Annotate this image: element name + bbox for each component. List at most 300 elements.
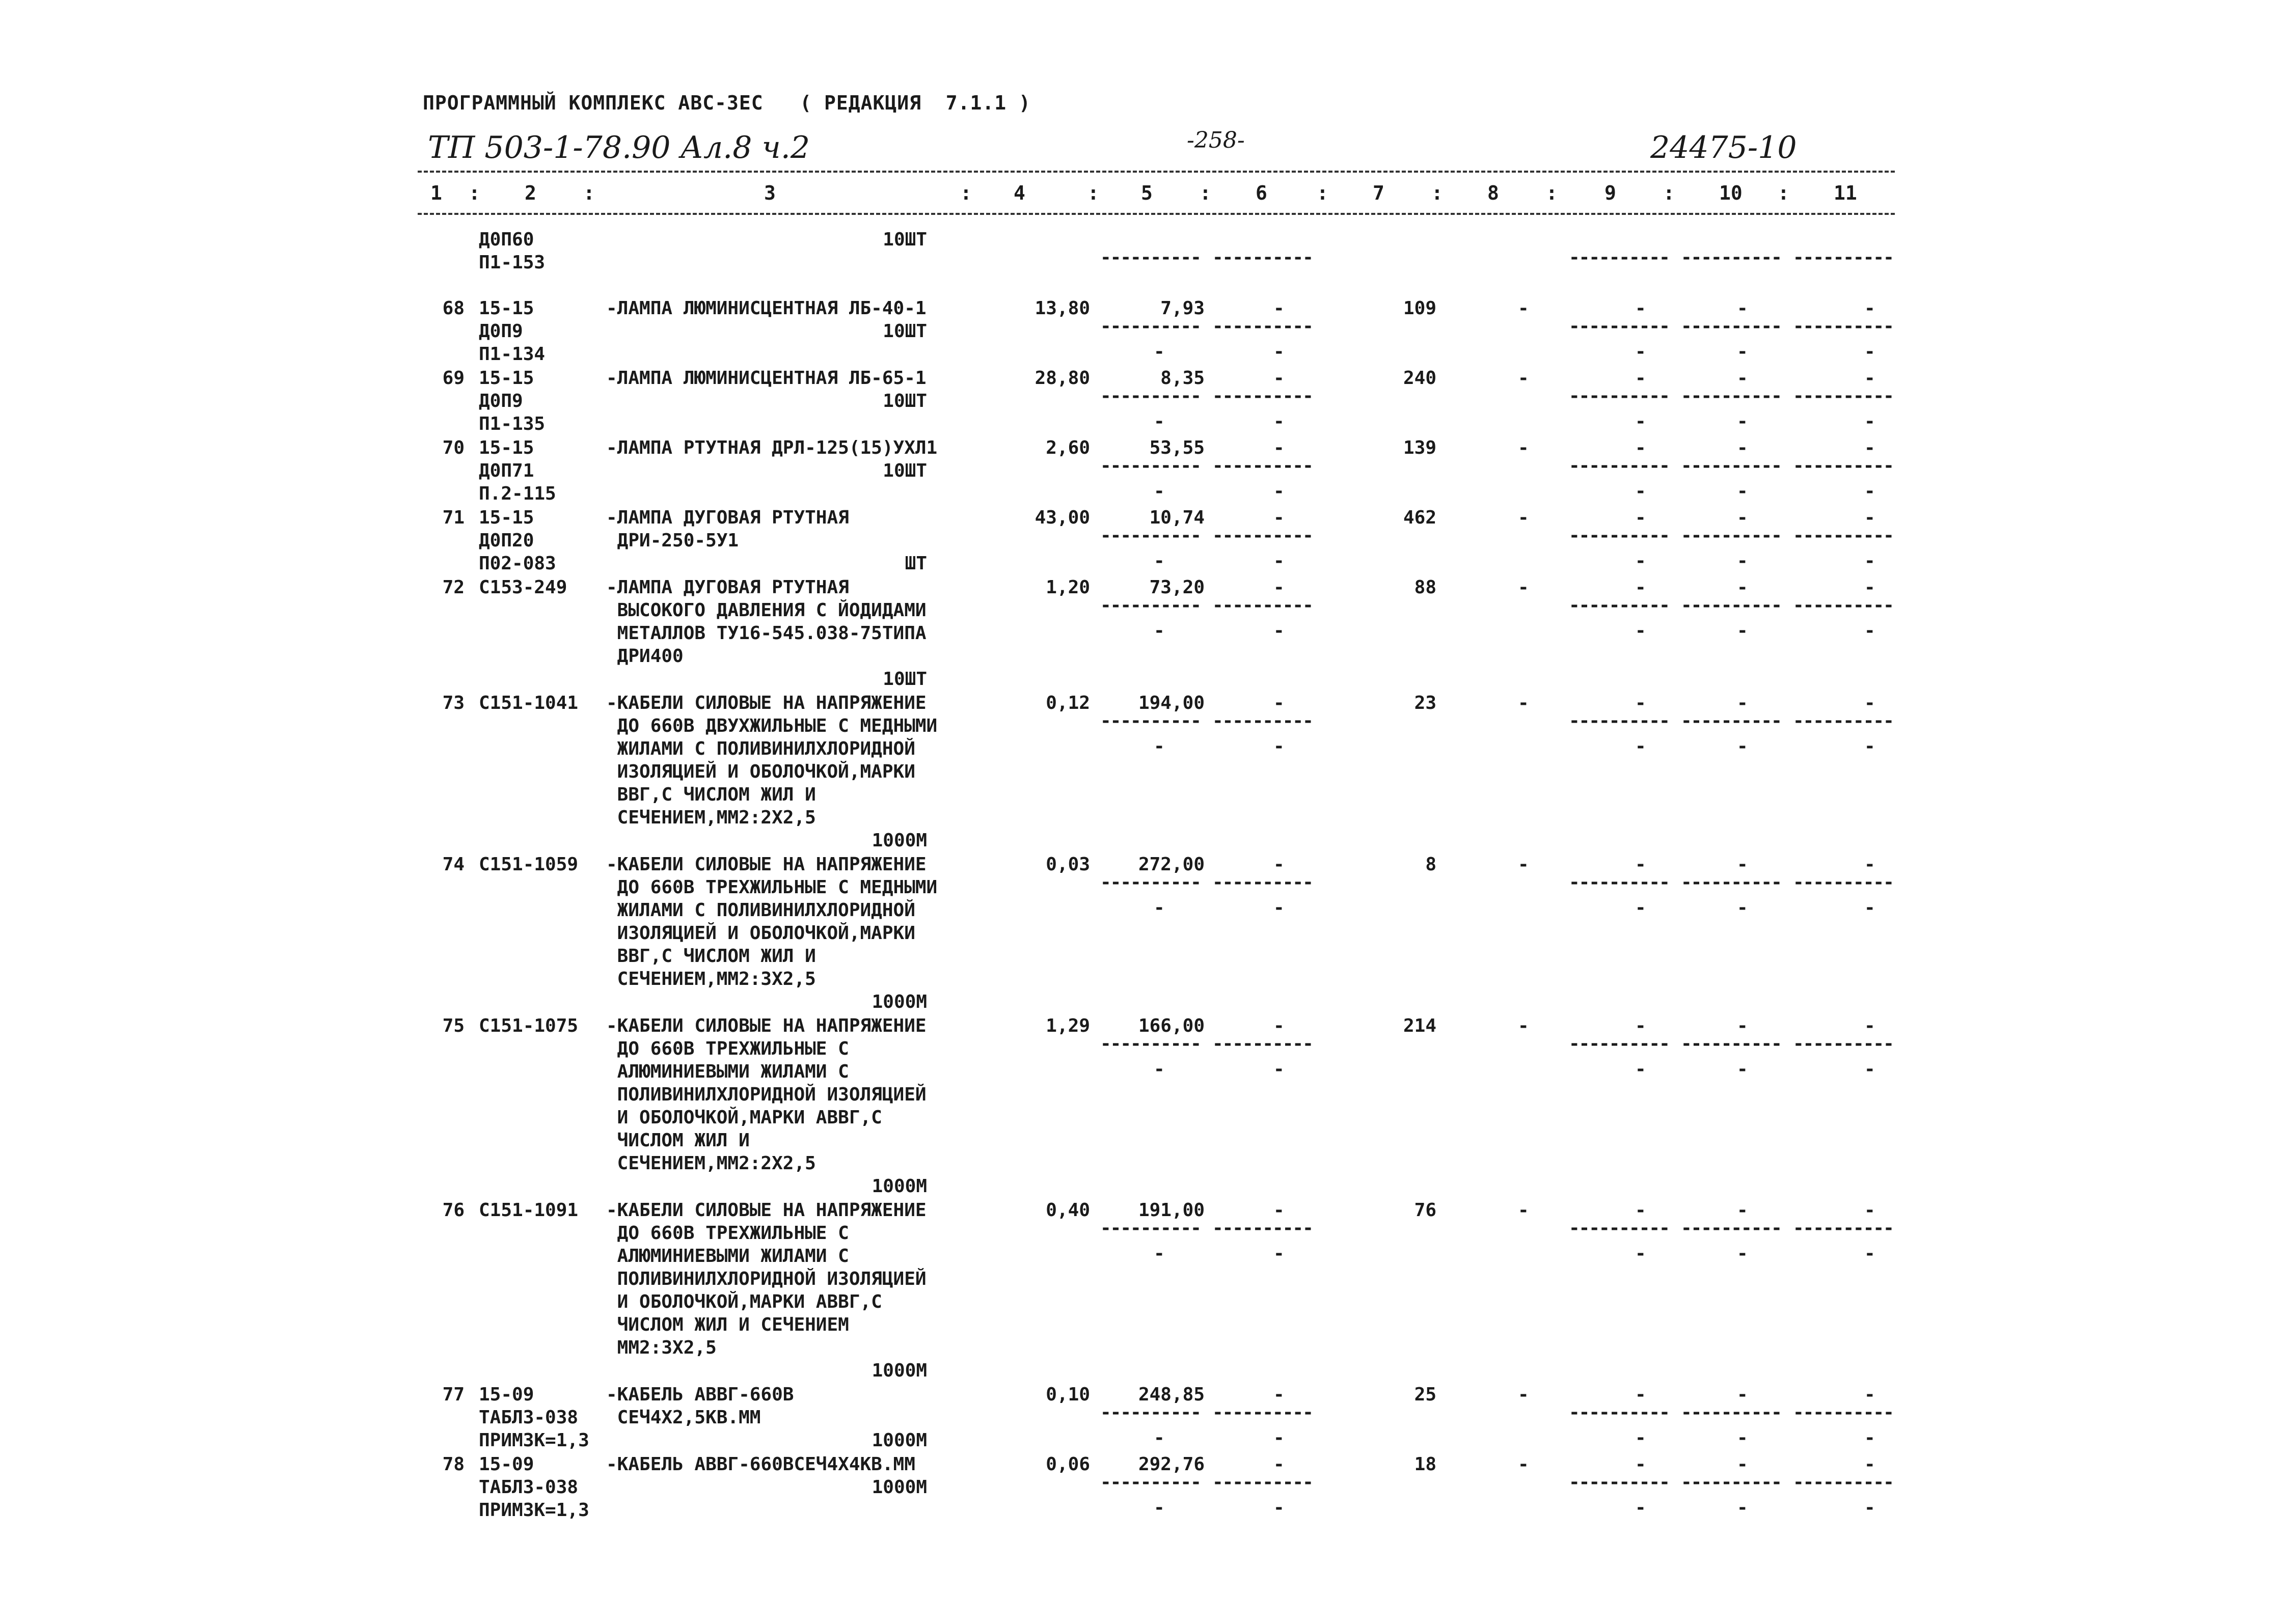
item-code: ПРИМ3К=1,3 [479, 1430, 589, 1451]
subtotal-rule: ---------- [1793, 710, 1893, 731]
sub-dash: - [1635, 1427, 1646, 1448]
col-9: - [1635, 507, 1646, 528]
sub-dash: - [1273, 550, 1285, 571]
col-9: - [1635, 298, 1646, 319]
col-11: - [1864, 437, 1875, 458]
total-cost: 139 [1403, 437, 1436, 458]
sub-dash: - [1737, 1059, 1748, 1080]
subtotal-rule: ---------- [1569, 1402, 1669, 1423]
column-number-9: 9 [1604, 182, 1616, 204]
col-10: - [1737, 693, 1748, 713]
sub-dash: - [1737, 550, 1748, 571]
col-8: - [1518, 577, 1529, 598]
row-number: 74 [442, 854, 465, 875]
column-number-10: 10 [1719, 182, 1743, 204]
col-6: - [1273, 1015, 1285, 1036]
subtotal-rule: ---------- [1681, 595, 1781, 616]
col-6: - [1273, 854, 1285, 875]
total-cost: 18 [1414, 1454, 1436, 1475]
item-description: МЕТАЛЛОВ ТУ16-545.038-75ТИПА [606, 623, 927, 644]
sub-dash: - [1635, 481, 1646, 502]
doc-ref: ТП 503-1-78.90 Ал.8 ч.2 [428, 130, 810, 166]
sub-dash: - [1154, 1427, 1165, 1448]
col-10: - [1737, 854, 1748, 875]
unit-price: 53,55 [1149, 437, 1205, 458]
item-description: -ЛАМПА ДУГОВАЯ РТУТНАЯ [606, 507, 849, 528]
item-code: П1-153 [479, 252, 546, 273]
item-unit: 1000М [872, 1477, 927, 1498]
sub-dash: - [1154, 411, 1165, 432]
col-11: - [1864, 507, 1875, 528]
col-6: - [1273, 1384, 1285, 1405]
item-description: -КАБЕЛИ СИЛОВЫЕ НА НАПРЯЖЕНИЕ [606, 854, 927, 875]
quantity: 0,12 [1046, 693, 1090, 713]
col-11: - [1864, 693, 1875, 713]
subtotal-rule: ---------- [1212, 247, 1313, 268]
col-8: - [1518, 854, 1529, 875]
column-number-5: 5 [1141, 182, 1153, 204]
total-cost: 214 [1403, 1015, 1436, 1036]
sub-dash: - [1737, 897, 1748, 918]
sub-dash: - [1154, 897, 1165, 918]
item-code: 15-15 [479, 437, 534, 458]
column-number-7: 7 [1373, 182, 1384, 204]
item-description: ДО 660В ТРЕХЖИЛЬНЫЕ С [606, 1223, 849, 1244]
column-number-4: 4 [1014, 182, 1025, 204]
quantity: 0,06 [1046, 1454, 1090, 1475]
sub-dash: - [1273, 481, 1285, 502]
sub-dash: - [1737, 481, 1748, 502]
subtotal-rule: ---------- [1212, 1033, 1313, 1054]
col-11: - [1864, 1454, 1875, 1475]
item-description: ЧИСЛОМ ЖИЛ И СЕЧЕНИЕМ [606, 1314, 849, 1335]
item-description: И ОБОЛОЧКОЙ,МАРКИ АВВГ,С [606, 1107, 882, 1128]
col-10: - [1737, 507, 1748, 528]
subtotal-rule: ---------- [1569, 710, 1669, 731]
column-separator: : [1546, 182, 1558, 204]
total-cost: 109 [1403, 298, 1436, 319]
item-description: ПОЛИВИНИЛХЛОРИДНОЙ ИЗОЛЯЦИЕЙ [606, 1269, 927, 1289]
sub-dash: - [1154, 1059, 1165, 1080]
item-description: ВВГ,С ЧИСЛОМ ЖИЛ И [606, 784, 816, 805]
column-separator: : [1663, 182, 1675, 204]
total-cost: 240 [1403, 368, 1436, 389]
sub-dash: - [1864, 481, 1875, 502]
sub-dash: - [1635, 897, 1646, 918]
item-description: ЧИСЛОМ ЖИЛ И [606, 1130, 750, 1151]
quantity: 1,20 [1046, 577, 1090, 598]
subtotal-rule: ---------- [1793, 316, 1893, 337]
col-6: - [1273, 1454, 1285, 1475]
sub-dash: - [1154, 550, 1165, 571]
column-separator: : [1431, 182, 1443, 204]
item-unit: 1000М [872, 1430, 927, 1451]
item-code: С153-249 [479, 577, 567, 598]
item-description: -КАБЕЛИ СИЛОВЫЕ НА НАПРЯЖЕНИЕ [606, 1200, 927, 1221]
col-8: - [1518, 298, 1529, 319]
item-description: -ЛАМПА РТУТНАЯ ДРЛ-125(15)УХЛ1 [606, 437, 938, 458]
item-code: П02-083 [479, 553, 556, 574]
page-number: -258- [1187, 127, 1245, 153]
col-6: - [1273, 1200, 1285, 1221]
item-description: И ОБОЛОЧКОЙ,МАРКИ АВВГ,С [606, 1291, 882, 1312]
sub-dash: - [1273, 1427, 1285, 1448]
sub-dash: - [1154, 1497, 1165, 1518]
sub-dash: - [1635, 620, 1646, 641]
sub-dash: - [1864, 411, 1875, 432]
item-code: С151-1091 [479, 1200, 579, 1221]
item-unit: 10ШТ [883, 669, 927, 690]
item-description: ММ2:3Х2,5 [606, 1337, 717, 1358]
col-9: - [1635, 1384, 1646, 1405]
sub-dash: - [1273, 411, 1285, 432]
sub-dash: - [1154, 1243, 1165, 1264]
item-description: -ЛАМПА ДУГОВАЯ РТУТНАЯ [606, 577, 849, 598]
subtotal-rule: ---------- [1681, 455, 1781, 476]
subtotal-rule: ---------- [1793, 872, 1893, 893]
sub-dash: - [1154, 736, 1165, 757]
item-code: ТАБЛ3-038 [479, 1407, 579, 1428]
subtotal-rule: ---------- [1100, 710, 1201, 731]
sub-dash: - [1864, 1059, 1875, 1080]
subtotal-rule: ---------- [1569, 247, 1669, 268]
sub-dash: - [1635, 411, 1646, 432]
item-unit: 10ШТ [883, 391, 927, 411]
subtotal-rule: ---------- [1681, 872, 1781, 893]
subtotal-rule: ---------- [1569, 1033, 1669, 1054]
program-header: ПРОГРАММНЫЙ КОМПЛЕКС АВС-ЗЕС ( РЕДАКЦИЯ 7.1.1 ) [423, 92, 1031, 114]
subtotal-rule: ---------- [1100, 525, 1201, 546]
unit-price: 191,00 [1138, 1200, 1205, 1221]
item-code: ПРИМ3К=1,3 [479, 1500, 589, 1521]
unit-price: 7,93 [1160, 298, 1205, 319]
sub-dash: - [1737, 341, 1748, 362]
unit-price: 194,00 [1138, 693, 1205, 713]
item-description: -ЛАМПА ЛЮМИНИСЦЕНТНАЯ ЛБ-65-1 [606, 368, 927, 389]
sub-dash: - [1737, 1497, 1748, 1518]
subtotal-rule: ---------- [1100, 455, 1201, 476]
quantity: 0,03 [1046, 854, 1090, 875]
col-9: - [1635, 437, 1646, 458]
item-description: ДРИ-250-5У1 [606, 530, 739, 551]
item-unit: 1000М [872, 992, 927, 1012]
total-cost: 88 [1414, 577, 1436, 598]
sub-dash: - [1864, 1427, 1875, 1448]
item-unit: 1000М [872, 1176, 927, 1197]
item-code: П.2-115 [479, 483, 556, 504]
sub-dash: - [1737, 620, 1748, 641]
subtotal-rule: ---------- [1793, 1033, 1893, 1054]
column-number-11: 11 [1834, 182, 1857, 204]
column-number-1: 1 [430, 182, 442, 204]
subtotal-rule: ---------- [1100, 386, 1201, 406]
item-code: 15-09 [479, 1384, 534, 1405]
item-description: АЛЮМИНИЕВЫМИ ЖИЛАМИ С [606, 1246, 849, 1267]
row-number: 77 [442, 1384, 465, 1405]
sub-dash: - [1737, 1243, 1748, 1264]
sub-dash: - [1273, 620, 1285, 641]
total-cost: 25 [1414, 1384, 1436, 1405]
subtotal-rule: ---------- [1212, 316, 1313, 337]
col-11: - [1864, 368, 1875, 389]
subtotal-rule: ---------- [1212, 1218, 1313, 1238]
sub-dash: - [1273, 1497, 1285, 1518]
item-description: ВВГ,С ЧИСЛОМ ЖИЛ И [606, 946, 816, 967]
sub-dash: - [1154, 481, 1165, 502]
item-code: Д0П60 [479, 229, 534, 250]
subtotal-rule: ---------- [1100, 1033, 1201, 1054]
col-10: - [1737, 577, 1748, 598]
item-description: -КАБЕЛИ СИЛОВЫЕ НА НАПРЯЖЕНИЕ [606, 693, 927, 713]
sub-dash: - [1273, 897, 1285, 918]
subtotal-rule: ---------- [1212, 455, 1313, 476]
item-description: -КАБЕЛИ СИЛОВЫЕ НА НАПРЯЖЕНИЕ [606, 1015, 927, 1036]
item-unit: 1000М [872, 1360, 927, 1381]
col-8: - [1518, 693, 1529, 713]
item-unit: 1000М [872, 830, 927, 851]
column-number-3: 3 [764, 182, 776, 204]
subtotal-rule: ---------- [1681, 710, 1781, 731]
item-description: СЕЧЕНИЕМ,ММ2:2Х2,5 [606, 807, 816, 828]
col-9: - [1635, 368, 1646, 389]
unit-price: 292,76 [1138, 1454, 1205, 1475]
col-10: - [1737, 1384, 1748, 1405]
subtotal-rule: ---------- [1212, 525, 1313, 546]
column-separator: : [1200, 182, 1211, 204]
sub-dash: - [1273, 1243, 1285, 1264]
subtotal-rule: ---------- [1793, 595, 1893, 616]
doc-number: 24475-10 [1650, 130, 1797, 166]
row-number: 71 [442, 507, 465, 528]
quantity: 0,40 [1046, 1200, 1090, 1221]
col-10: - [1737, 298, 1748, 319]
item-code: ТАБЛ3-038 [479, 1477, 579, 1498]
sub-dash: - [1273, 341, 1285, 362]
col-9: - [1635, 1454, 1646, 1475]
subtotal-rule: ---------- [1681, 1033, 1781, 1054]
col-10: - [1737, 1200, 1748, 1221]
sub-dash: - [1154, 620, 1165, 641]
col-10: - [1737, 437, 1748, 458]
sub-dash: - [1864, 620, 1875, 641]
item-description: ПОЛИВИНИЛХЛОРИДНОЙ ИЗОЛЯЦИЕЙ [606, 1084, 927, 1105]
sub-dash: - [1635, 1243, 1646, 1264]
item-description: СЕЧЕНИЕМ,ММ2:2Х2,5 [606, 1153, 816, 1174]
row-number: 70 [442, 437, 465, 458]
col-6: - [1273, 507, 1285, 528]
col-6: - [1273, 437, 1285, 458]
subtotal-rule: ---------- [1569, 525, 1669, 546]
col-9: - [1635, 854, 1646, 875]
col-6: - [1273, 693, 1285, 713]
total-cost: 462 [1403, 507, 1436, 528]
quantity: 0,10 [1046, 1384, 1090, 1405]
sub-dash: - [1864, 897, 1875, 918]
subtotal-rule: ---------- [1100, 247, 1201, 268]
subtotal-rule: ---------- [1569, 386, 1669, 406]
col-11: - [1864, 1015, 1875, 1036]
col-8: - [1518, 1015, 1529, 1036]
subtotal-rule: ---------- [1793, 247, 1893, 268]
col-10: - [1737, 1454, 1748, 1475]
column-number-8: 8 [1487, 182, 1499, 204]
subtotal-rule: ---------- [1100, 1472, 1201, 1493]
item-description: ВЫСОКОГО ДАВЛЕНИЯ С ЙОДИДАМИ [606, 600, 927, 621]
unit-price: 272,00 [1138, 854, 1205, 875]
subtotal-rule: ---------- [1569, 1472, 1669, 1493]
item-description: СЕЧЕНИЕМ,ММ2:3Х2,5 [606, 969, 816, 989]
column-number-2: 2 [525, 182, 536, 204]
col-8: - [1518, 507, 1529, 528]
col-11: - [1864, 854, 1875, 875]
row-number: 76 [442, 1200, 465, 1221]
unit-price: 10,74 [1149, 507, 1205, 528]
item-code: С151-1059 [479, 854, 579, 875]
item-description: ИЗОЛЯЦИЕЙ И ОБОЛОЧКОЙ,МАРКИ [606, 761, 915, 782]
subtotal-rule: ---------- [1681, 525, 1781, 546]
col-8: - [1518, 368, 1529, 389]
col-11: - [1864, 1384, 1875, 1405]
sub-dash: - [1635, 736, 1646, 757]
quantity: 28,80 [1035, 368, 1090, 389]
item-description: ДО 660В ТРЕХЖИЛЬНЫЕ С [606, 1038, 849, 1059]
item-code: 15-15 [479, 368, 534, 389]
item-unit: ШТ [905, 553, 927, 574]
item-description: -КАБЕЛЬ АВВГ-660В [606, 1384, 794, 1405]
sub-dash: - [1635, 1497, 1646, 1518]
col-11: - [1864, 298, 1875, 319]
sub-dash: - [1737, 1427, 1748, 1448]
col-10: - [1737, 1015, 1748, 1036]
column-separator: : [469, 182, 480, 204]
column-separator: : [960, 182, 972, 204]
item-unit: 10ШТ [883, 460, 927, 481]
col-11: - [1864, 577, 1875, 598]
row-number: 69 [442, 368, 465, 389]
item-unit: 10ШТ [883, 321, 927, 342]
sub-dash: - [1273, 736, 1285, 757]
item-code: С151-1041 [479, 693, 579, 713]
subtotal-rule: ---------- [1212, 872, 1313, 893]
item-description: ИЗОЛЯЦИЕЙ И ОБОЛОЧКОЙ,МАРКИ [606, 923, 915, 944]
col-11: - [1864, 1200, 1875, 1221]
row-number: 72 [442, 577, 465, 598]
unit-price: 248,85 [1138, 1384, 1205, 1405]
item-description: -КАБЕЛЬ АВВГ-660ВСЕЧ4Х4КВ.ММ [606, 1454, 915, 1475]
subtotal-rule: ---------- [1569, 455, 1669, 476]
item-description: АЛЮМИНИЕВЫМИ ЖИЛАМИ С [606, 1061, 849, 1082]
col-8: - [1518, 1384, 1529, 1405]
quantity: 43,00 [1035, 507, 1090, 528]
header-bottom-rule [418, 213, 1895, 215]
quantity: 13,80 [1035, 298, 1090, 319]
column-separator: : [1087, 182, 1099, 204]
item-code: Д0П71 [479, 460, 534, 481]
item-unit: 10ШТ [883, 229, 927, 250]
subtotal-rule: ---------- [1793, 1218, 1893, 1238]
column-separator: : [1778, 182, 1789, 204]
sub-dash: - [1864, 736, 1875, 757]
sub-dash: - [1635, 341, 1646, 362]
subtotal-rule: ---------- [1212, 710, 1313, 731]
row-number: 73 [442, 693, 465, 713]
item-code: 15-15 [479, 298, 534, 319]
subtotal-rule: ---------- [1569, 872, 1669, 893]
quantity: 1,29 [1046, 1015, 1090, 1036]
item-description: -ЛАМПА ЛЮМИНИСЦЕНТНАЯ ЛБ-40-1 [606, 298, 927, 319]
col-9: - [1635, 1200, 1646, 1221]
column-number-6: 6 [1256, 182, 1267, 204]
item-description: СЕЧ4Х2,5КВ.ММ [606, 1407, 761, 1428]
header-top-rule [418, 171, 1895, 173]
subtotal-rule: ---------- [1681, 386, 1781, 406]
col-6: - [1273, 577, 1285, 598]
subtotal-rule: ---------- [1569, 1218, 1669, 1238]
subtotal-rule: ---------- [1212, 1472, 1313, 1493]
unit-price: 8,35 [1160, 368, 1205, 389]
subtotal-rule: ---------- [1793, 386, 1893, 406]
sub-dash: - [1154, 341, 1165, 362]
subtotal-rule: ---------- [1212, 595, 1313, 616]
sub-dash: - [1864, 341, 1875, 362]
column-separator: : [1317, 182, 1328, 204]
item-description: ДО 660В ТРЕХЖИЛЬНЫЕ С МЕДНЫМИ [606, 877, 938, 898]
sub-dash: - [1864, 550, 1875, 571]
col-8: - [1518, 1454, 1529, 1475]
row-number: 78 [442, 1454, 465, 1475]
sub-dash: - [1737, 736, 1748, 757]
quantity: 2,60 [1046, 437, 1090, 458]
subtotal-rule: ---------- [1681, 1472, 1781, 1493]
subtotal-rule: ---------- [1681, 316, 1781, 337]
subtotal-rule: ---------- [1681, 1402, 1781, 1423]
unit-price: 166,00 [1138, 1015, 1205, 1036]
sub-dash: - [1635, 1059, 1646, 1080]
subtotal-rule: ---------- [1681, 247, 1781, 268]
subtotal-rule: ---------- [1100, 316, 1201, 337]
subtotal-rule: ---------- [1569, 595, 1669, 616]
subtotal-rule: ---------- [1100, 1402, 1201, 1423]
col-9: - [1635, 577, 1646, 598]
item-description: ЖИЛАМИ С ПОЛИВИНИЛХЛОРИДНОЙ [606, 738, 915, 759]
subtotal-rule: ---------- [1793, 1472, 1893, 1493]
total-cost: 8 [1425, 854, 1436, 875]
subtotal-rule: ---------- [1569, 316, 1669, 337]
total-cost: 23 [1414, 693, 1436, 713]
item-code: Д0П9 [479, 321, 523, 342]
col-6: - [1273, 368, 1285, 389]
item-code: П1-134 [479, 344, 546, 365]
row-number: 68 [442, 298, 465, 319]
item-code: 15-09 [479, 1454, 534, 1475]
item-code: Д0П9 [479, 391, 523, 411]
subtotal-rule: ---------- [1100, 595, 1201, 616]
subtotal-rule: ---------- [1100, 872, 1201, 893]
col-8: - [1518, 1200, 1529, 1221]
item-code: 15-15 [479, 507, 534, 528]
subtotal-rule: ---------- [1681, 1218, 1781, 1238]
item-description: ДО 660В ДВУХЖИЛЬНЫЕ С МЕДНЫМИ [606, 715, 938, 736]
item-description: ЖИЛАМИ С ПОЛИВИНИЛХЛОРИДНОЙ [606, 900, 915, 921]
subtotal-rule: ---------- [1212, 1402, 1313, 1423]
item-description: ДРИ400 [606, 646, 684, 667]
col-9: - [1635, 693, 1646, 713]
subtotal-rule: ---------- [1793, 455, 1893, 476]
col-9: - [1635, 1015, 1646, 1036]
sub-dash: - [1864, 1243, 1875, 1264]
sub-dash: - [1273, 1059, 1285, 1080]
column-separator: : [583, 182, 595, 204]
